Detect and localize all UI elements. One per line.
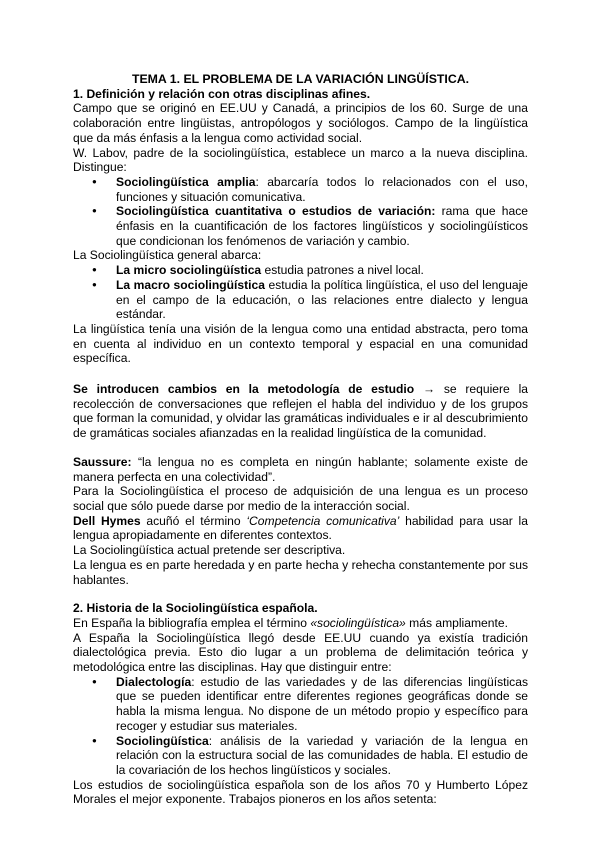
- bold-lead: Dell Hymes: [73, 513, 141, 528]
- term: La micro sociolingüística: [116, 263, 262, 278]
- bullet-list: [73, 675, 528, 778]
- bold-lead: Se introducen cambios en la metodología de estudio: [73, 382, 415, 397]
- spacer: [73, 587, 528, 601]
- paragraph-text: → se requiere la recolección de conversaciones que reflejen el habla del individuo y de los grupos que forman la comunidad, y olvidar las gramáticas individuales e ir al descubrimiento de gramáticas sociales afianzadas en la realidad lingüística de la comunidad.: [73, 382, 528, 441]
- paragraph: A España la Sociolingüística llegó desde EE.UU cuando ya existía tradición dialectológica previa. Esto dio lugar a un problema de delimitación teórica y metodológica entre las disciplinas. Hay que distinguir entre:: [73, 630, 528, 675]
- paragraph: La Sociolingüística actual pretende ser descriptiva.: [73, 543, 346, 558]
- list-item: [116, 175, 528, 204]
- paragraph-text: En España la bibliografía emplea el término: [73, 615, 311, 630]
- bullet-list: [73, 175, 528, 249]
- italic-term: ‘Competencia comunicativa’: [246, 513, 400, 528]
- term-text: estudia patrones a nivel local.: [261, 263, 424, 278]
- list-item: [116, 278, 528, 322]
- paragraph-text: más ampliamente.: [405, 615, 508, 630]
- term: Sociolingüística: [116, 733, 209, 748]
- paragraph: [73, 455, 528, 484]
- paragraph: Los estudios de sociolingüística española son de los años 70 y Humberto López Morales el mejor exponente. Trabajos pioneros en los años setenta:: [73, 777, 528, 807]
- paragraph-text: acuñó el término: [140, 513, 247, 528]
- term-text: estudia la política lingüística, el uso del lenguaje en el campo de la educación, o las relaciones entre dialecto y lengua estándar.: [116, 277, 528, 322]
- paragraph: W. Labov, padre de la sociolingüística, establece un marco a la nueva disciplina. Distingue:: [73, 145, 528, 175]
- bold-lead: Saussure:: [73, 454, 132, 469]
- list-item: [116, 734, 528, 778]
- term-text: : abarcaría todos lo relacionados con el uso, funciones y situación comunicativa.: [116, 174, 528, 204]
- paragraph: [73, 616, 528, 631]
- quote-text: “la lengua no es completa en ningún hablante; solamente existe de manera perfecta en una colectividad”.: [73, 454, 528, 484]
- paragraph-text: habilidad para usar la lengua apropiadamente en diferentes contextos.: [73, 513, 528, 543]
- term: La macro sociolingüística: [116, 277, 265, 292]
- paragraph: La lingüística tenía una visión de la lengua como una entidad abstracta, pero toma en cuenta al individuo en un contexto temporal y espacial en una comunidad específica.: [73, 321, 528, 366]
- term: Sociolingüística cuantitativa o estudios de variación:: [116, 204, 436, 219]
- list-item: [116, 675, 528, 734]
- document-page: [73, 72, 528, 807]
- section-2-heading: 2. Historia de la Sociolingüística española.: [73, 601, 318, 616]
- paragraph: [73, 382, 528, 441]
- paragraph: [73, 514, 528, 543]
- section-1-heading: 1. Definición y relación con otras disciplinas afines.: [73, 86, 371, 101]
- italic-term: «sociolingüística»: [310, 615, 406, 630]
- spacer: [73, 441, 528, 455]
- paragraph: Campo que se originó en EE.UU y Canadá, a principios de los 60. Surge de una colaboración entre lingüistas, antropólogos y sociólogos. Campo de la lingüística que da más énfasis a la lengua como actividad social.: [73, 101, 528, 145]
- term-text: rama que hace énfasis en la cuantificación de los factores lingüísticos y sociolingüísticos que condicionan los fenómenos de variación y cambio.: [116, 204, 528, 248]
- list-item: [116, 204, 528, 248]
- term-text: : estudio de las variedades y de las diferencias lingüísticas que se pueden identificar entre diferentes regiones geográficas donde se habla la misma lengua. No dispone de un método propio y específico para recoger y estudiar sus materiales.: [116, 674, 528, 733]
- paragraph: Para la Sociolingüística el proceso de adquisición de una lengua es un proceso social que sólo puede darse por medio de la interacción social.: [73, 484, 528, 513]
- spacer: [73, 366, 528, 382]
- list-item: [116, 263, 528, 278]
- bullet-list: [73, 263, 528, 322]
- page-title: TEMA 1. EL PROBLEMA DE LA VARIACIÓN LINGÜÍSTICA.: [131, 72, 470, 86]
- term-text: : análisis de la variedad y variación de la lengua en relación con la estructura social de las comunidades de habla. El estudio de la covariación de los hechos lingüísticos y sociales.: [116, 733, 528, 777]
- paragraph: La Sociolingüística general abarca:: [73, 248, 262, 263]
- term: Sociolingüística amplia: [116, 174, 256, 189]
- term: Dialectología: [116, 674, 192, 689]
- paragraph: La lengua es en parte heredada y en parte hecha y rehecha constantemente por sus hablantes.: [73, 557, 528, 587]
